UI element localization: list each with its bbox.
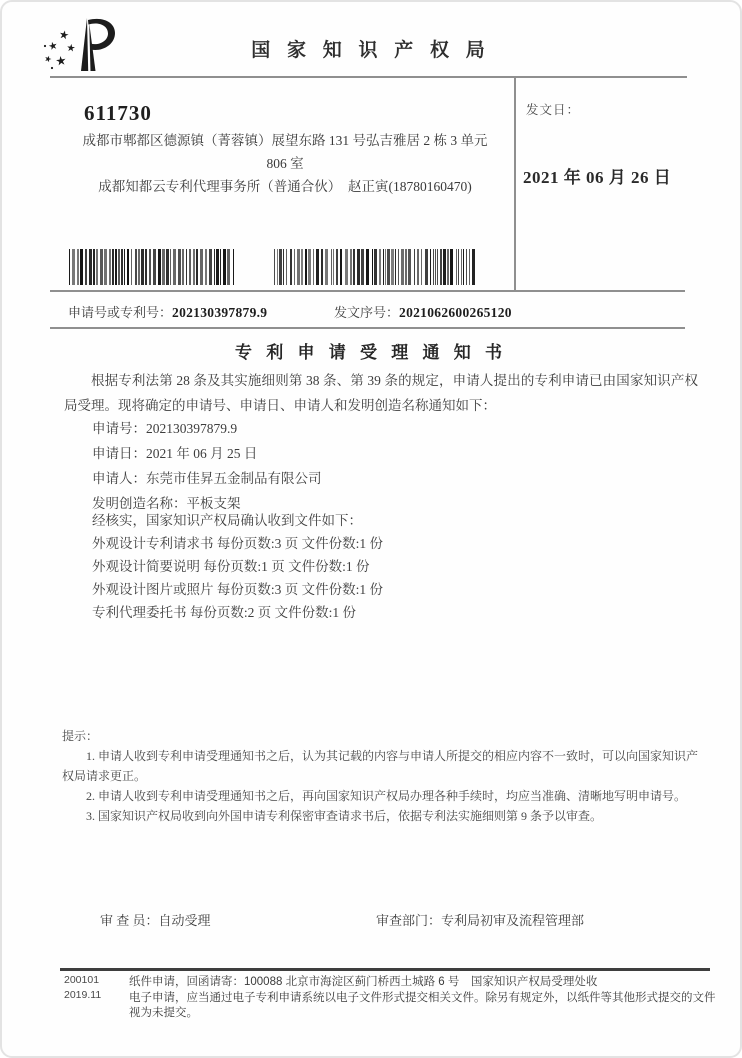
recipient-address-block — [62, 129, 508, 198]
barcode-left-icon — [69, 249, 239, 285]
received-doc-item: 外观设计图片或照片 每份页数:3 页 文件份数:1 份 — [92, 582, 384, 597]
notice-title: 专 利 申 请 受 理 通 知 书 — [235, 343, 507, 362]
examiner-label: 审 查 员： — [100, 913, 159, 928]
recipient-agency-line: 成都知都云专利代理事务所（普通合伙） 赵正寅(18780160470) — [98, 179, 472, 194]
tips-item: 3. 国家知识产权局收到向外国申请专利保密审查请求书后，依据专利法实施细则第 9 条予以审查。 — [86, 809, 603, 823]
footer-form-code: 200101 — [64, 974, 100, 986]
received-documents-block — [92, 509, 383, 624]
notice-intro-paragraph: 根据专利法第 28 条及其实施细则第 38 条、第 39 条的规定，申请人提出的专利申请已由国家知识产权局受理。现将确定的申请号、申请日、申请人和发明创造名称通知如下： — [64, 373, 698, 413]
application-number-label: 申请号或专利号： — [68, 305, 173, 320]
footer-paper-filing-line: 纸件申请，回函请寄：100088 北京市海淀区蓟门桥西土城路 6 号 国家知识产权局受理处收 — [129, 976, 598, 988]
footer-efiling-line: 电子申请，应当通过电子专利申请系统以电子文件形式提交相关文件。除另有规定外，以纸件等其他形式提交的文件视为未提交。 — [129, 991, 716, 1019]
recipient-address-line2: 806 室 — [266, 156, 304, 171]
barcode-right-icon — [274, 249, 479, 285]
recipient-address-line1: 成都市郫都区德源镇（菁蓉镇）展望东路 131 号弘吉雅居 2 栋 3 单元 — [82, 133, 488, 148]
examiner-value: 自动受理 — [158, 913, 211, 928]
dispatch-date-label: 发文日： — [526, 103, 581, 117]
footer-instructions — [129, 975, 719, 1022]
received-doc-item: 专利代理委托书 每份页数:2 页 文件份数:1 份 — [92, 605, 357, 620]
received-doc-item: 外观设计专利请求书 每份页数:3 页 文件份数:1 份 — [92, 536, 384, 551]
footer-divider — [60, 968, 710, 971]
detail-application-no: 申请号：202130397879.9 — [92, 421, 238, 436]
received-doc-item: 外观设计简要说明 每份页数:1 页 文件份数:1 份 — [92, 559, 370, 574]
divider-below-reference — [50, 327, 685, 329]
examiner-field — [100, 910, 211, 929]
dispatch-date-value: 2021 年 06 月 26 日 — [523, 168, 672, 187]
received-intro: 经核实，国家知识产权局确认收到文件如下： — [92, 513, 362, 528]
detail-applicant: 申请人：东莞市佳昇五金制品有限公司 — [92, 471, 322, 486]
tips-item: 2. 申请人收到专利申请受理通知书之后，再向国家知识产权局办理各种手续时，均应当准确、清晰地写明申请号。 — [86, 789, 687, 803]
application-details-block — [92, 416, 322, 516]
detail-filing-date: 申请日：2021 年 06 月 25 日 — [92, 446, 258, 461]
tips-label: 提示： — [62, 729, 99, 743]
serial-number-value: 2021062600265120 — [399, 305, 512, 320]
footer-form-code: 2019.11 — [64, 989, 102, 1001]
issuing-office-title: 国 家 知 识 产 权 局 — [251, 40, 491, 61]
serial-number-field — [334, 302, 512, 321]
recipient-postal-code: 611730 — [84, 101, 152, 125]
application-number-value: 202130397879.9 — [172, 305, 268, 320]
detail-invention-title: 发明创造名称：平板支架 — [92, 496, 241, 511]
department-field — [376, 910, 584, 929]
dispatch-box-divider — [514, 76, 516, 292]
tips-item: 1. 申请人收到专利申请受理通知书之后，认为其记载的内容与申请人所提交的相应内容不一致时，可以向国家知识产权局请求更正。 — [62, 749, 699, 783]
serial-number-label: 发文序号： — [334, 305, 400, 320]
application-number-field — [68, 302, 267, 321]
footer-form-codes — [64, 973, 101, 1003]
tips-block — [62, 726, 704, 826]
department-label: 审查部门： — [376, 913, 442, 928]
department-value: 专利局初审及流程管理部 — [441, 913, 585, 928]
header-divider — [50, 76, 687, 78]
divider-above-reference — [50, 290, 685, 292]
